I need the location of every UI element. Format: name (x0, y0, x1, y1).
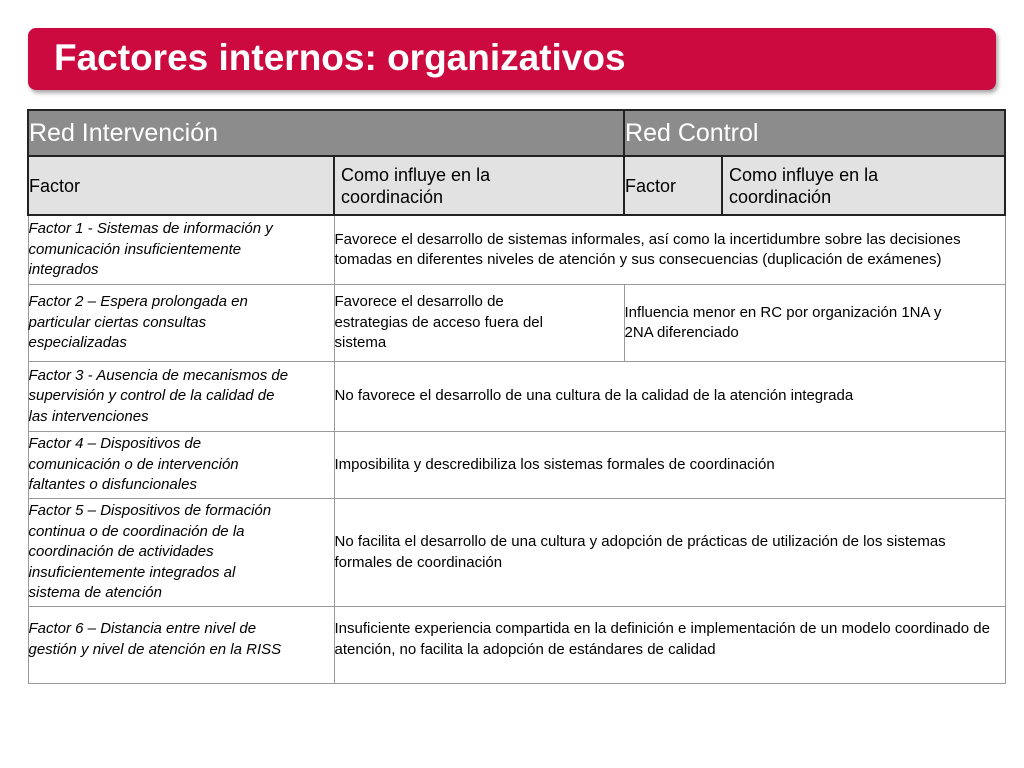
factor-cell: Factor 3 - Ausencia de mecanismos de supervisión y control de la calidad de las intervenciones (28, 362, 334, 432)
group-header-row (28, 110, 1005, 156)
factor-cell: Factor 4 – Dispositivos de comunicación o de intervención faltantes o disfuncionales (28, 432, 334, 499)
description-cell: No facilita el desarrollo de una cultura y adopción de prácticas de utilización de los sistemas formales de coordinación (334, 499, 1005, 607)
table-row (28, 215, 1005, 285)
factors-table (27, 109, 1006, 684)
factor-cell: Factor 2 – Espera prolongada en particular ciertas consultas especializadas (28, 285, 334, 362)
description-cell: No favorece el desarrollo de una cultura de la calidad de la atención integrada (334, 362, 1005, 432)
description-cell: Imposibilita y descredibiliza los sistemas formales de coordinación (334, 432, 1005, 499)
control-cell: Influencia menor en RC por organización 1NA y 2NA diferenciado (624, 285, 1005, 362)
table-row (28, 285, 1005, 362)
table-row (28, 362, 1005, 432)
page-title: Factores internos: organizativos (54, 37, 626, 78)
subheader-intervention-influence: Como influye en la coordinación (334, 156, 624, 215)
title-banner (28, 28, 996, 90)
header-red-control: Red Control (624, 110, 1005, 156)
table-row (28, 607, 1005, 684)
table-row (28, 432, 1005, 499)
subheader-control-factor: Factor (624, 156, 722, 215)
header-red-intervencion: Red Intervención (28, 110, 624, 156)
table-row (28, 499, 1005, 607)
factor-cell: Factor 6 – Distancia entre nivel de gestión y nivel de atención en la RISS (28, 607, 334, 684)
factor-cell: Factor 5 – Dispositivos de formación continua o de coordinación de la coordinación de actividades insuficientemente integrados al sistema de atención (28, 499, 334, 607)
sub-header-row (28, 156, 1005, 215)
subheader-intervention-factor: Factor (28, 156, 334, 215)
description-cell: Favorece el desarrollo de sistemas informales, así como la incertidumbre sobre las decisiones tomadas en diferentes niveles de atención y sus consecuencias (duplicación de exámenes) (334, 215, 1005, 285)
description-cell: Favorece el desarrollo de estrategias de acceso fuera del sistema (334, 285, 624, 362)
subheader-control-influence: Como influye en la coordinación (722, 156, 1005, 215)
description-cell: Insuficiente experiencia compartida en la definición e implementación de un modelo coordinado de atención, no facilita la adopción de estándares de calidad (334, 607, 1005, 684)
factor-cell: Factor 1 - Sistemas de información y comunicación insuficientemente integrados (28, 215, 334, 285)
